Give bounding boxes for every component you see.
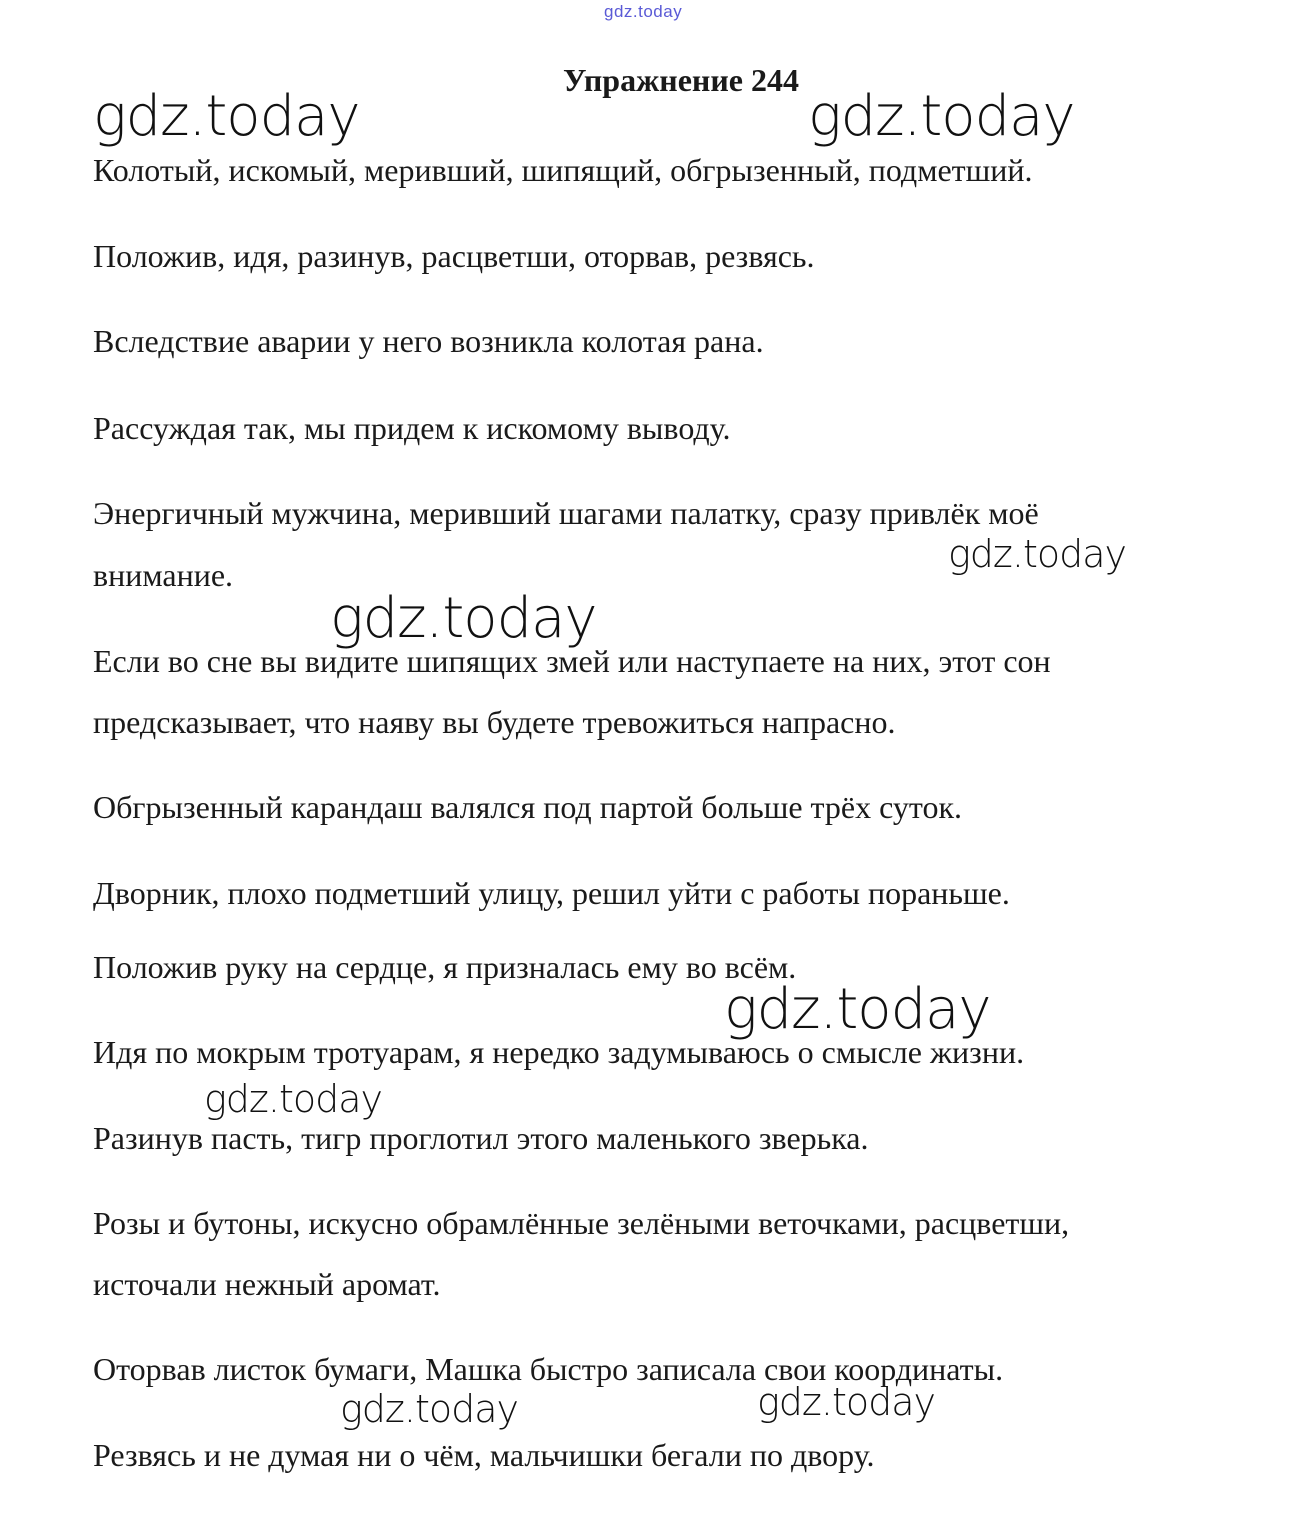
text-line: Идя по мокрым тротуарам, я нередко задумываюсь о смысле жизни. bbox=[93, 1034, 1025, 1070]
text-line: предсказывает, что наяву вы будете тревожиться напрасно. bbox=[93, 704, 896, 740]
text-line: Обгрызенный карандаш валялся под партой больше трёх суток. bbox=[93, 789, 963, 825]
text-line: Дворник, плохо подметший улицу, решил уйти с работы пораньше. bbox=[93, 875, 1010, 911]
top-watermark: gdz.today bbox=[604, 2, 683, 21]
text-line: Положив, идя, разинув, расцветши, оторвав, резвясь. bbox=[93, 238, 815, 274]
text-line: Резвясь и не думая ни о чём, мальчишки бегали по двору. bbox=[93, 1437, 875, 1473]
watermark: gdz.today bbox=[757, 1380, 935, 1424]
watermark: gdz.today bbox=[948, 532, 1126, 576]
text-line: Энергичный мужчина, меривший шагами палатку, сразу привлёк моё bbox=[93, 495, 1039, 531]
watermark: gdz.today bbox=[204, 1077, 382, 1121]
text-line: Розы и бутоны, искусно обрамлённые зелёными веточками, расцветши, bbox=[93, 1205, 1070, 1241]
exercise-title: Упражнение 244 bbox=[562, 62, 799, 98]
text-line: Положив руку на сердце, я призналась ему во всём. bbox=[93, 949, 797, 985]
text-line: Если во сне вы видите шипящих змей или наступаете на них, этот сон bbox=[93, 643, 1051, 679]
text-line: Разинув пасть, тигр проглотил этого маленького зверька. bbox=[93, 1120, 869, 1156]
watermark: gdz.today bbox=[724, 977, 991, 1042]
text-line: Рассуждая так, мы придем к искомому выводу. bbox=[93, 410, 731, 446]
text-line: Вследствие аварии у него возникла колотая рана. bbox=[93, 323, 764, 359]
text-line: Оторвав листок бумаги, Машка быстро записала свои координаты. bbox=[93, 1351, 1004, 1387]
text-line: внимание. bbox=[93, 557, 234, 593]
text-line: источали нежный аромат. bbox=[93, 1266, 441, 1302]
watermark: gdz.today bbox=[93, 84, 360, 149]
watermark: gdz.today bbox=[330, 586, 597, 651]
watermark: gdz.today bbox=[808, 84, 1075, 149]
watermark: gdz.today bbox=[340, 1387, 518, 1431]
text-line: Колотый, искомый, меривший, шипящий, обгрызенный, подметший. bbox=[93, 152, 1033, 188]
